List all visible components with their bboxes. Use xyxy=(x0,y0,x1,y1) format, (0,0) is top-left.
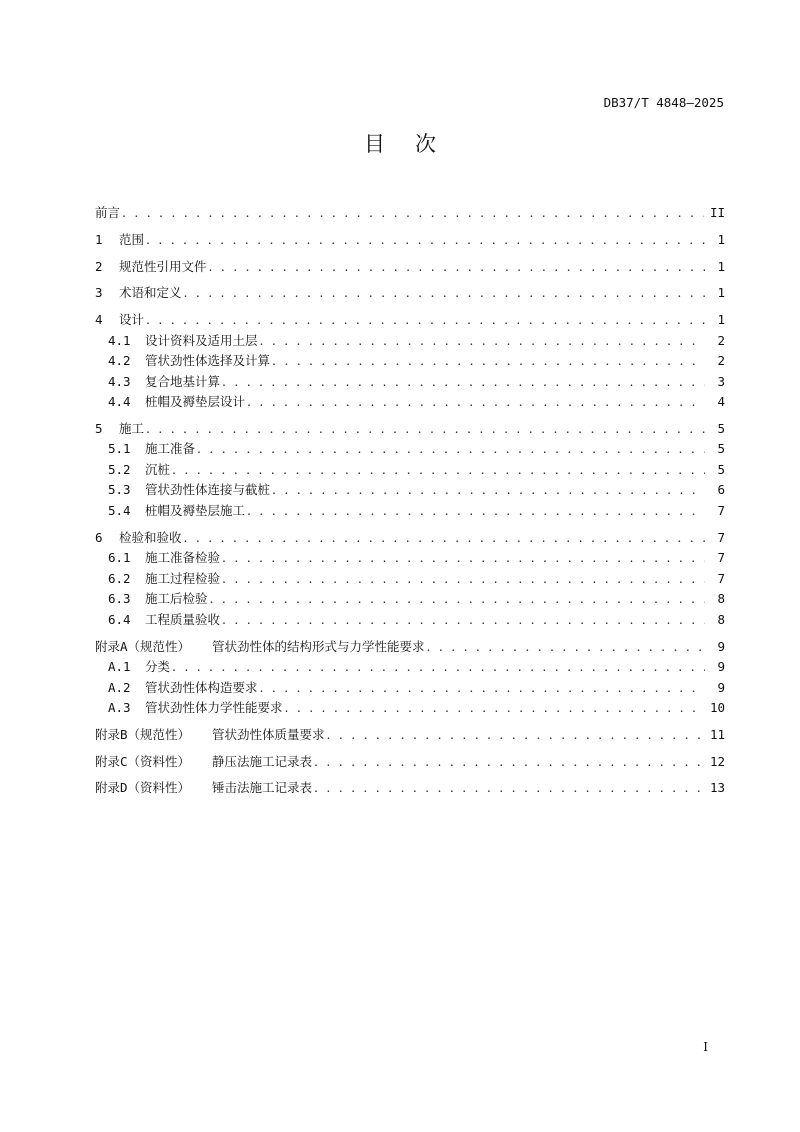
toc-entry-number: 4.1 xyxy=(108,332,131,348)
page-number: I xyxy=(703,1040,708,1054)
toc-entry-number: 6.4 xyxy=(108,611,131,627)
toc-entry-label: 桩帽及褥垫层施工 xyxy=(145,502,246,518)
toc-entry-page: 8 xyxy=(717,611,725,627)
toc-entry-number: 4.4 xyxy=(108,394,131,410)
toc-entry[interactable] xyxy=(95,657,725,678)
toc-entry-label: 施工 xyxy=(119,420,145,436)
toc-entry-number: 附录D（资料性） xyxy=(95,780,191,796)
toc-entry-page: 7 xyxy=(717,529,725,545)
dot-leader xyxy=(172,460,705,481)
toc-entry-label: 复合地基计算 xyxy=(145,373,221,389)
dot-leader xyxy=(197,439,705,460)
toc-entry[interactable] xyxy=(95,480,725,501)
toc-entry-page: 1 xyxy=(717,312,725,328)
toc-entry-page: 5 xyxy=(717,441,725,457)
toc-entry[interactable] xyxy=(95,392,725,413)
toc-entry-page: 1 xyxy=(717,258,725,274)
toc-entry-label: 工程质量验收 xyxy=(145,611,221,627)
toc-entry-label: 管状劲性体的结构形式与力学性能要求 xyxy=(212,638,425,654)
toc-entry-label: 管状劲性体构造要求 xyxy=(145,679,258,695)
dot-leader xyxy=(222,372,705,393)
dot-leader xyxy=(210,589,705,610)
toc-entry[interactable] xyxy=(95,778,725,799)
dot-leader xyxy=(222,610,705,631)
toc-entry-label: 前言 xyxy=(95,205,121,220)
toc-entry[interactable] xyxy=(95,610,725,631)
toc-entry-page: 12 xyxy=(709,753,725,769)
dot-leader xyxy=(272,351,705,372)
toc-entry-page: 7 xyxy=(717,550,725,566)
toc-entry-label: 施工过程检验 xyxy=(145,570,221,586)
toc-entry-number: 6.1 xyxy=(108,550,131,566)
toc-entry[interactable] xyxy=(95,501,725,522)
toc-entry-number: 附录B（规范性） xyxy=(95,726,191,742)
dot-leader xyxy=(272,480,705,501)
toc-entry-label: 检验和验收 xyxy=(119,529,182,545)
toc-entry-page: II xyxy=(709,205,725,220)
table-of-contents xyxy=(95,203,725,799)
toc-entry-label: 施工准备检验 xyxy=(145,550,221,566)
toc-entry-number: A.2 xyxy=(108,679,131,695)
toc-entry-page: 9 xyxy=(717,638,725,654)
toc-entry-label: 管状劲性体连接与截桩 xyxy=(145,482,271,498)
dot-leader xyxy=(314,778,704,799)
toc-entry-number: A.3 xyxy=(108,700,131,716)
toc-entry-label: 分类 xyxy=(145,659,171,675)
toc-entry-label: 规范性引用文件 xyxy=(119,258,207,274)
toc-entry[interactable] xyxy=(95,257,725,278)
toc-entry-page: 9 xyxy=(717,659,725,675)
toc-entry-page: 9 xyxy=(717,679,725,695)
toc-entry-page: 2 xyxy=(717,332,725,348)
toc-entry-label: 术语和定义 xyxy=(119,285,182,301)
dot-leader xyxy=(146,310,705,331)
toc-entry-page: 1 xyxy=(717,285,725,301)
toc-entry-number: 6.2 xyxy=(108,570,131,586)
dot-leader xyxy=(247,501,705,522)
dot-leader xyxy=(122,203,704,224)
dot-leader xyxy=(314,752,704,773)
toc-entry-number: 4.3 xyxy=(108,373,131,389)
toc-entry[interactable] xyxy=(95,351,725,372)
toc-entry-label: 施工准备 xyxy=(145,441,196,457)
toc-entry-page: 4 xyxy=(717,394,725,410)
toc-entry[interactable] xyxy=(95,310,725,331)
toc-entry[interactable] xyxy=(95,528,725,549)
dot-leader xyxy=(184,283,705,304)
toc-entry-number: 1 xyxy=(95,231,103,247)
toc-entry[interactable] xyxy=(95,589,725,610)
toc-entry-number: 4 xyxy=(95,312,103,328)
toc-entry[interactable] xyxy=(95,569,725,590)
dot-leader xyxy=(172,657,705,678)
toc-entry[interactable] xyxy=(95,203,725,224)
toc-entry-number: 6.3 xyxy=(108,591,131,607)
toc-entry-number: 附录C（资料性） xyxy=(95,753,191,769)
toc-entry-page: 5 xyxy=(717,461,725,477)
toc-entry[interactable] xyxy=(95,230,725,251)
toc-entry-label: 施工后检验 xyxy=(145,591,208,607)
dot-leader xyxy=(184,528,705,549)
toc-entry-page: 2 xyxy=(717,353,725,369)
dot-leader xyxy=(209,257,705,278)
toc-entry-number: A.1 xyxy=(108,659,131,675)
toc-entry[interactable] xyxy=(95,460,725,481)
toc-entry[interactable] xyxy=(95,725,725,746)
dot-leader xyxy=(222,548,705,569)
toc-entry[interactable] xyxy=(95,548,725,569)
dot-leader xyxy=(260,678,705,699)
dot-leader xyxy=(146,419,705,440)
toc-entry-page: 8 xyxy=(717,591,725,607)
toc-entry-page: 7 xyxy=(717,502,725,518)
dot-leader xyxy=(247,392,705,413)
toc-entry-page: 1 xyxy=(717,231,725,247)
toc-entry-number: 5.1 xyxy=(108,441,131,457)
toc-entry-label: 管状劲性体力学性能要求 xyxy=(145,700,283,716)
toc-entry[interactable] xyxy=(95,439,725,460)
dot-leader xyxy=(427,637,705,658)
toc-entry-number: 2 xyxy=(95,258,103,274)
toc-entry[interactable] xyxy=(95,752,725,773)
toc-entry-number: 5.2 xyxy=(108,461,131,477)
toc-entry-label: 静压法施工记录表 xyxy=(212,753,313,769)
toc-entry-label: 桩帽及褥垫层设计 xyxy=(145,394,246,410)
toc-entry-label: 设计资料及适用土层 xyxy=(145,332,258,348)
toc-entry-page: 3 xyxy=(717,373,725,389)
toc-entry-label: 管状劲性体质量要求 xyxy=(212,726,325,742)
toc-entry-number: 3 xyxy=(95,285,103,301)
toc-entry-label: 锤击法施工记录表 xyxy=(212,780,313,796)
toc-entry-number: 附录A（规范性） xyxy=(95,638,191,654)
toc-entry-number: 5.3 xyxy=(108,482,131,498)
toc-entry[interactable] xyxy=(95,331,725,352)
page-title: 目次 xyxy=(364,132,466,156)
dot-leader xyxy=(285,698,704,719)
toc-entry-page: 13 xyxy=(709,780,725,796)
toc-entry-number: 5 xyxy=(95,420,103,436)
toc-entry-label: 管状劲性体选择及计算 xyxy=(145,353,271,369)
toc-entry-page: 10 xyxy=(709,700,725,716)
toc-entry-label: 沉桩 xyxy=(145,461,171,477)
toc-entry-number: 6 xyxy=(95,529,103,545)
toc-entry-number: 5.4 xyxy=(108,502,131,518)
toc-entry-page: 7 xyxy=(717,570,725,586)
dot-leader xyxy=(260,331,705,352)
dot-leader xyxy=(327,725,704,746)
document-number: DB37/T 4848—2025 xyxy=(603,95,724,110)
dot-leader xyxy=(222,569,705,590)
toc-entry-page: 11 xyxy=(709,726,725,742)
toc-entry-page: 6 xyxy=(717,482,725,498)
toc-entry-label: 设计 xyxy=(119,312,145,328)
toc-entry[interactable] xyxy=(95,637,725,658)
toc-entry-page: 5 xyxy=(717,420,725,436)
toc-entry-number: 4.2 xyxy=(108,353,131,369)
dot-leader xyxy=(146,230,705,251)
toc-entry[interactable] xyxy=(95,283,725,304)
toc-entry[interactable] xyxy=(95,698,725,719)
toc-entry[interactable] xyxy=(95,372,725,393)
toc-entry[interactable] xyxy=(95,678,725,699)
toc-entry-label: 范围 xyxy=(119,231,145,247)
toc-entry[interactable] xyxy=(95,419,725,440)
